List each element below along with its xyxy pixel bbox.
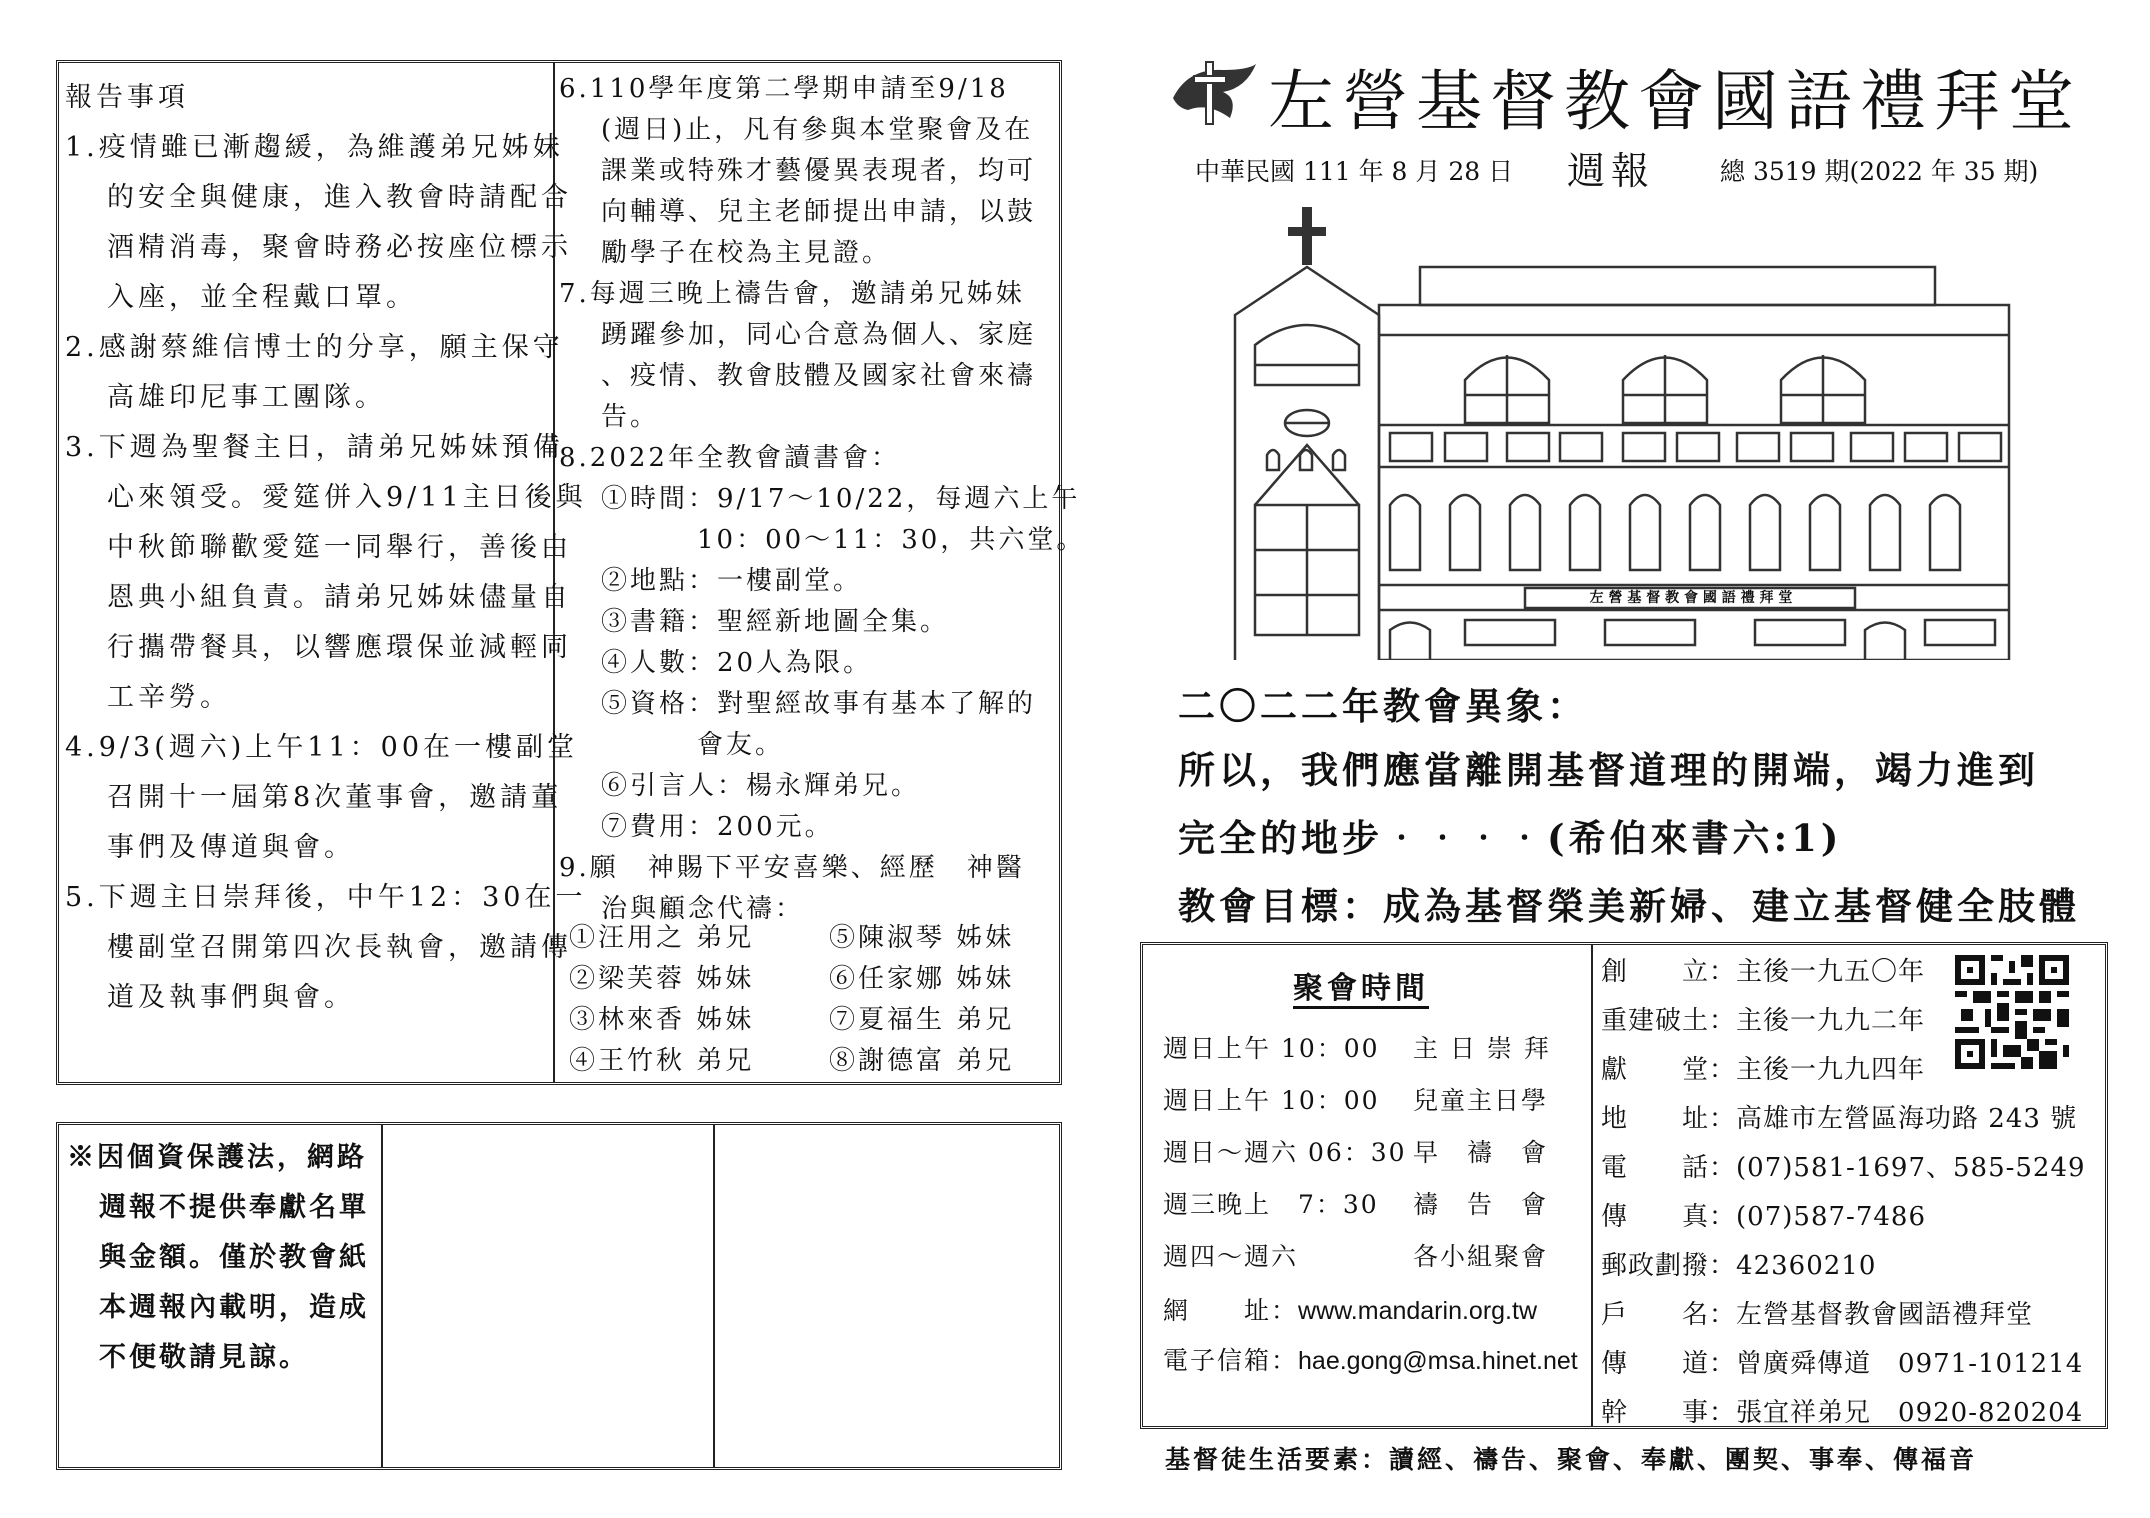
announcement-line: 治與顧念代禱： (601, 894, 805, 924)
schedule-event: 兒童主日學 (1413, 1086, 1549, 1115)
announcements-box (56, 60, 1086, 1085)
bulletin-date: 中華民國 111 年 8 月 28 日 (1195, 157, 1514, 186)
email-row (1163, 1335, 1578, 1387)
announcement-line: ⑦費用：200元。 (601, 812, 834, 842)
offering-divider-2 (713, 1125, 715, 1467)
announcement-line: (週日)止，凡有參與本堂聚會及在 (601, 115, 1034, 145)
church-info-value: 主後一九五〇年 (1736, 957, 1926, 987)
qr-code-icon (1955, 955, 2069, 1069)
website-label: 網 址： (1163, 1296, 1299, 1325)
prayer-name: ①汪用之 弟兄 (569, 923, 755, 953)
website-link[interactable]: www.mandarin.org.tw (1298, 1297, 1537, 1325)
church-info-colon: ： (1709, 1006, 1737, 1036)
church-info-value: 張宜祥弟兄 0920-820204 (1736, 1398, 2084, 1428)
schedule-row (1163, 1231, 1583, 1283)
church-goal: 教會目標：成為基督榮美新婦、建立基督健全肢體 (1178, 884, 2080, 928)
schedule-title: 聚會時間 (1293, 971, 1429, 1006)
announcement-line: 會友。 (697, 730, 785, 760)
schedule-row (1163, 1127, 1583, 1179)
church-info-label: 地 址 (1601, 1104, 1710, 1134)
schedule-divider (1591, 945, 1593, 1426)
privacy-notice-line: 週報不提供奉獻名單 (99, 1192, 369, 1223)
church-info-value: 左營基督教會國語禮拜堂 (1736, 1300, 2034, 1330)
announcement-line: 入座，並全程戴口罩。 (107, 282, 417, 313)
announcement-line: 告。 (601, 402, 660, 432)
announcements-column-2 (559, 69, 1086, 930)
announcement-line: ⑤資格：對聖經故事有基本了解的 (601, 689, 1037, 719)
announcement-line: ②地點：一樓副堂。 (601, 566, 863, 596)
announcement-line: 9.願 神賜下平安喜樂、經歷 神醫 (559, 853, 1025, 883)
prayer-name: ③林來香 姊妹 (569, 1005, 755, 1035)
christian-life-footer: 基督徒生活要素：讀經、禱告、聚會、奉獻、團契、事奉、傳福音 (1165, 1445, 1978, 1474)
schedule-time: 週日上午 10：00 (1163, 1034, 1380, 1063)
vision-title: 二〇二二年教會異象： (1178, 684, 1588, 728)
schedule-event: 早 禱 會 (1413, 1138, 1549, 1167)
privacy-notice-line: 與金額。僅於教會紙 (99, 1242, 369, 1273)
announcement-line: 10：00～11：30，共六堂。 (697, 525, 1086, 555)
schedule-time: 週三晚上 7：30 (1163, 1190, 1379, 1219)
church-info-label: 重建破土 (1601, 1006, 1710, 1036)
schedule-row (1163, 1179, 1583, 1231)
church-info-colon: ： (1709, 1055, 1737, 1085)
announcement-line: 恩典小組負責。請弟兄姊妹儘量自 (107, 582, 572, 613)
church-info-label: 創 立 (1601, 957, 1710, 987)
church-logo-icon (1168, 58, 1258, 128)
announcement-line: 3.下週為聖餐主日，請弟兄姊妹預備 (65, 432, 564, 463)
announcement-line: 2.感謝蔡維信博士的分享，願主保守 (65, 332, 564, 363)
prayer-list (569, 918, 1059, 1082)
announcement-line: 5.下週主日崇拜後，中午12：30在一 (65, 882, 587, 913)
church-info-label: 戶 名 (1601, 1300, 1710, 1330)
prayer-name: ⑤陳淑琴 姊妹 (829, 923, 1015, 953)
email-link[interactable]: hae.gong@msa.hinet.net (1298, 1347, 1578, 1375)
offering-box (56, 1122, 1062, 1470)
church-info-colon: ： (1709, 1300, 1737, 1330)
church-info-colon: ： (1709, 1251, 1737, 1281)
church-info-value: 主後一九九二年 (1736, 1006, 1926, 1036)
church-info-row (1601, 1340, 2106, 1389)
announcement-line: 課業或特殊才藝優異表現者，均可 (601, 156, 1037, 186)
privacy-notice-line: 本週報內載明，造成 (99, 1292, 369, 1323)
church-info-label: 電 話 (1601, 1153, 1710, 1183)
church-info-colon: ： (1709, 1104, 1737, 1134)
announcement-line: 1.疫情雖已漸趨緩，為維護弟兄姊妹 (65, 132, 564, 163)
church-info-colon: ： (1709, 1153, 1737, 1183)
prayer-name: ②梁芙蓉 姊妹 (569, 964, 755, 994)
church-info-row (1601, 1144, 2106, 1193)
schedule-time: 週四～週六 (1163, 1242, 1299, 1271)
church-building-illustration (1225, 205, 2015, 660)
church-info-colon: ： (1709, 1349, 1737, 1379)
schedule-list (1163, 1023, 1583, 1283)
prayer-row (569, 959, 1059, 1000)
church-info-colon: ： (1709, 957, 1737, 987)
announcement-line: 、疫情、教會肢體及國家社會來禱 (601, 361, 1037, 391)
announcements-heading: 報告事項 (65, 82, 189, 113)
prayer-name: ⑥任家娜 姊妹 (829, 964, 1015, 994)
schedule-row (1163, 1075, 1583, 1127)
prayer-name: ⑧謝德富 弟兄 (829, 1046, 1015, 1076)
announcement-line: 4.9/3(週六)上午11：00在一樓副堂 (65, 732, 578, 763)
announcement-line: 的安全與健康，進入教會時請配合 (107, 182, 572, 213)
website-row (1163, 1285, 1537, 1337)
schedule-row (1163, 1023, 1583, 1075)
vision-verse-line-1: 所以，我們應當離開基督道理的開端，竭力進到 (1178, 748, 2039, 792)
announcement-line: 8.2022年全教會讀書會： (559, 443, 900, 473)
church-info-row (1601, 1095, 2106, 1144)
church-info-value: 42360210 (1736, 1251, 1877, 1281)
prayer-name: ④王竹秋 弟兄 (569, 1046, 755, 1076)
prayer-name: ⑦夏福生 弟兄 (829, 1005, 1015, 1035)
announcement-line: 踴躍參加，同心合意為個人、家庭 (601, 320, 1037, 350)
church-info-colon: ： (1709, 1202, 1737, 1232)
announcement-line: 勵學子在校為主見證。 (601, 238, 892, 268)
announcement-line: 心來領受。愛筵併入9/11主日後與 (107, 482, 587, 513)
church-info-value: (07)581-1697、585-5249 (1736, 1153, 2086, 1183)
schedule-time: 週日～週六 06：30 (1163, 1138, 1407, 1167)
building-sign-text: 左 營 基 督 教 會 國 語 禮 拜 堂 (1589, 590, 1793, 606)
vision-verse-line-2: 完全的地步‧‧‧‧(希伯來書六:1) (1178, 816, 1843, 860)
church-info-label: 郵政劃撥 (1601, 1251, 1710, 1281)
announcement-line: 高雄印尼事工團隊。 (107, 382, 386, 413)
prayer-row (569, 918, 1059, 959)
privacy-notice-line: 不便敬請見諒。 (99, 1342, 309, 1373)
schedule-event: 禱 告 會 (1413, 1190, 1549, 1219)
announcement-line: ①時間：9/17～10/22，每週六上午 (601, 484, 1081, 514)
privacy-notice (67, 1133, 377, 1383)
church-info-label: 幹 事 (1601, 1398, 1710, 1428)
prayer-row (569, 1000, 1059, 1041)
church-info-row (1601, 1242, 2106, 1291)
church-info-value: 高雄市左營區海功路 243 號 (1736, 1104, 2078, 1134)
bulletin-issue: 總 3519 期(2022 年 35 期) (1720, 157, 2039, 186)
church-info-value: 曾廣舜傳道 0971-101214 (1736, 1349, 2084, 1379)
church-info-value: (07)587-7486 (1736, 1202, 1926, 1232)
privacy-notice-line: ※因個資保護法，網路 (67, 1142, 367, 1173)
church-info-label: 獻 堂 (1601, 1055, 1710, 1085)
schedule-event: 主 日 崇 拜 (1413, 1034, 1551, 1063)
church-info-row (1601, 1291, 2106, 1340)
offering-divider-1 (381, 1125, 383, 1467)
announcement-line: 樓副堂召開第四次長執會，邀請傳 (107, 932, 572, 963)
church-name-title: 左營基督教會國語禮拜堂 (1268, 63, 2082, 140)
announcement-line: ③書籍：聖經新地圖全集。 (601, 607, 950, 637)
announcement-line: 工辛勞。 (107, 682, 231, 713)
announcement-line: 向輔導、兒主老師提出申請，以鼓 (601, 197, 1037, 227)
prayer-row (569, 1041, 1059, 1082)
schedule-info-box (1140, 942, 2108, 1429)
church-info-label: 傳 道 (1601, 1349, 1710, 1379)
announcement-line: 召開十一屆第8次董事會，邀請董 (107, 782, 563, 813)
announcement-line: 酒精消毒，聚會時務必按座位標示 (107, 232, 572, 263)
announcement-line: 中秋節聯歡愛筵一同舉行，善後由 (107, 532, 572, 563)
announcement-line: 6.110學年度第二學期申請至9/18 (559, 74, 1009, 104)
church-info-row (1601, 1389, 2106, 1438)
church-info-label: 傳 真 (1601, 1202, 1710, 1232)
announcement-line: 道及執事們與會。 (107, 982, 355, 1013)
announcement-line: 7.每週三晚上禱告會，邀請弟兄姊妹 (559, 279, 1025, 309)
email-label: 電子信箱： (1163, 1346, 1299, 1375)
announcement-line: 事們及傳道與會。 (107, 832, 355, 863)
announcement-line: 行攜帶餐具，以響應環保並減輕同 (107, 632, 572, 663)
church-info-row (1601, 1193, 2106, 1242)
schedule-time: 週日上午 10：00 (1163, 1086, 1380, 1115)
church-info-value: 主後一九九四年 (1736, 1055, 1926, 1085)
church-info-colon: ： (1709, 1398, 1737, 1428)
announcement-line: ⑥引言人：楊永輝弟兄。 (601, 771, 921, 801)
bulletin-label: 週報 (1567, 149, 1656, 193)
announcement-line: ④人數：20人為限。 (601, 648, 873, 678)
schedule-event: 各小組聚會 (1413, 1242, 1549, 1271)
announcements-column-1 (65, 73, 587, 1023)
